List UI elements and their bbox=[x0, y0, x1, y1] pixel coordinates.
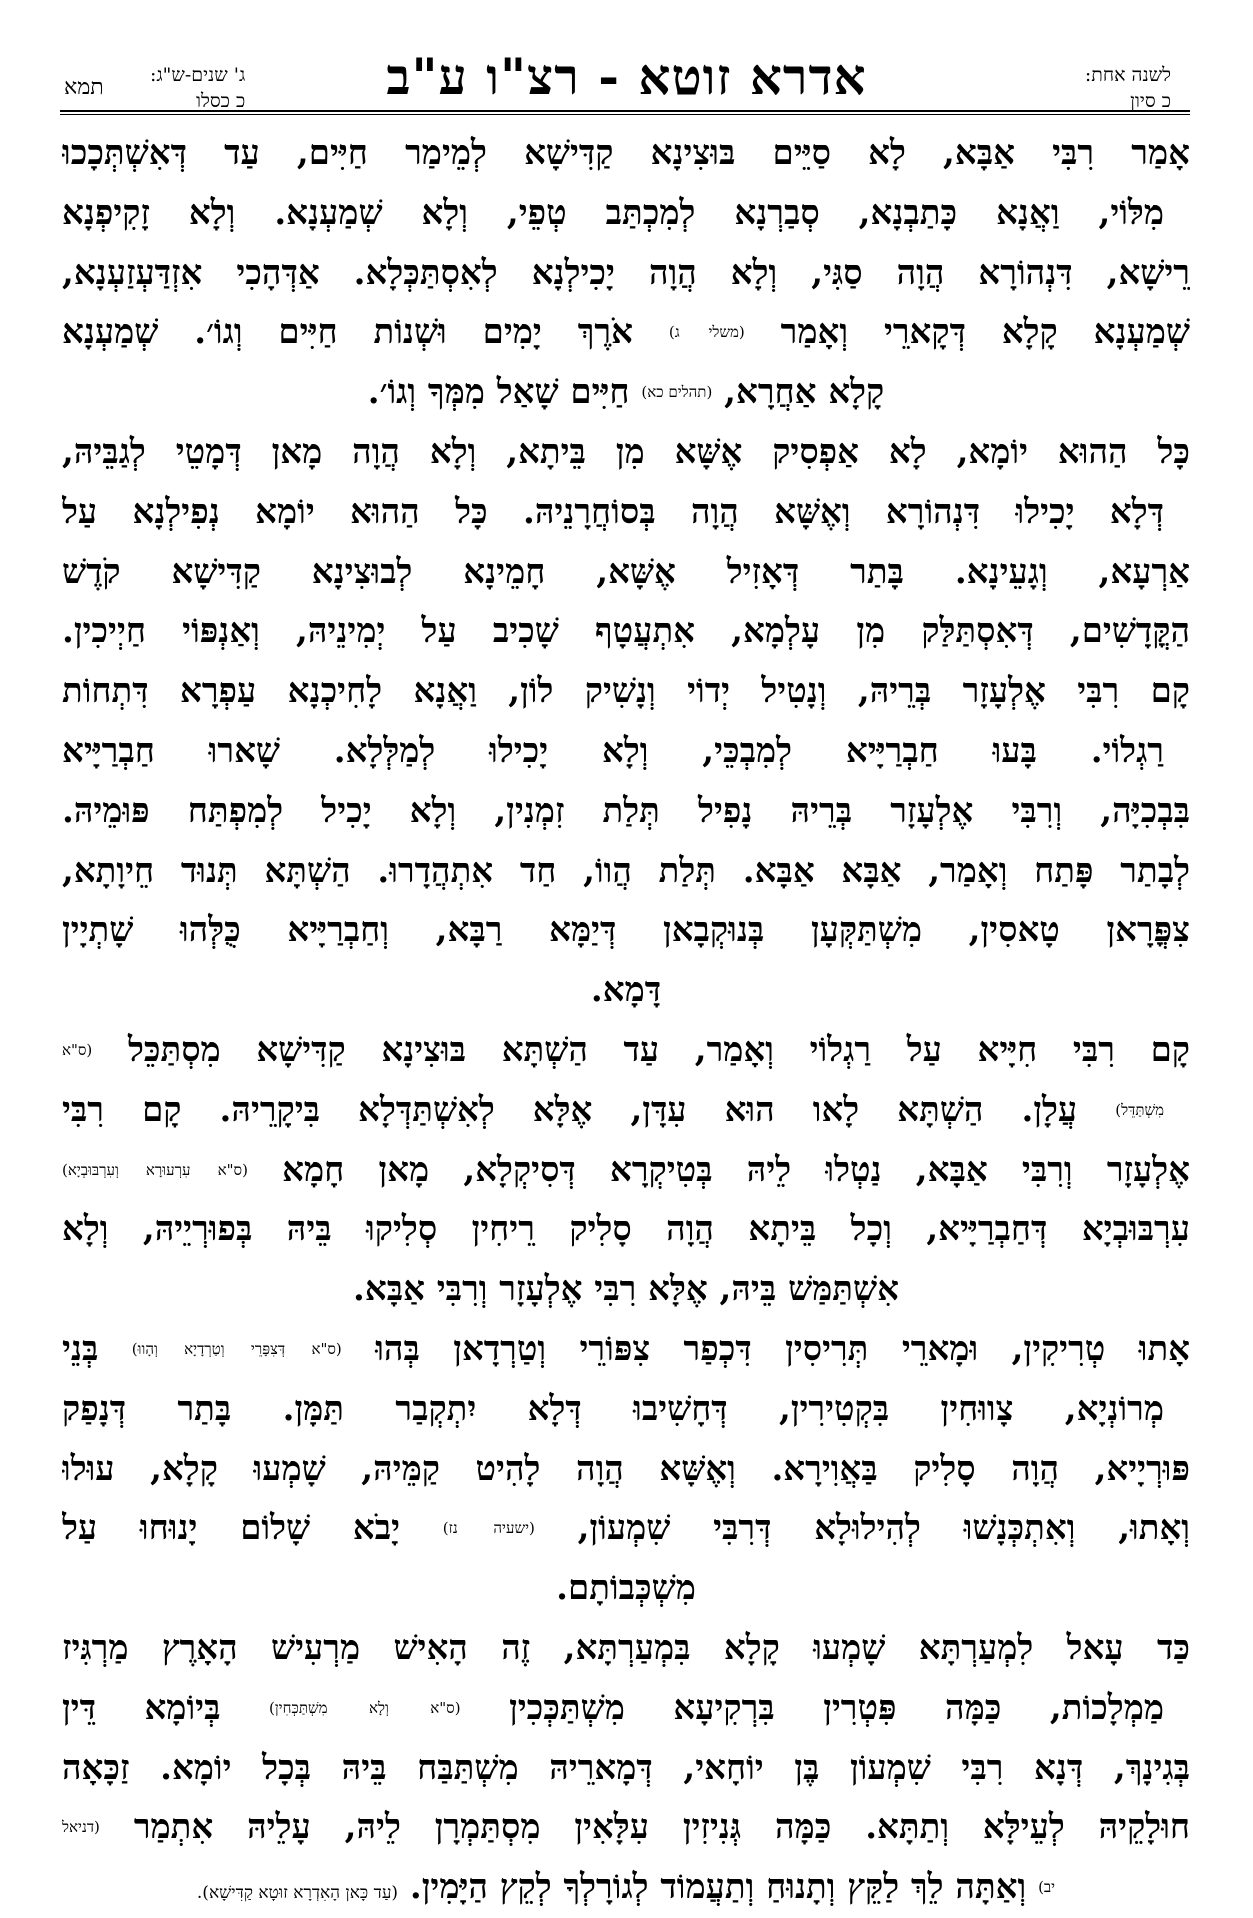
paragraph-6 bbox=[62, 1619, 1190, 1918]
source-reference: (משלי ג) bbox=[668, 323, 745, 342]
text-line: כָּל הַהוּא יוֹמָא, לָא אַפְסִיק אֶשָּׁא מִן בֵּיתָא, וְלָא הֲוָה מָאן דְּמָטֵי לְגַבֵּיהּ, bbox=[62, 431, 1190, 472]
variant-note: מִשְׁתַּדֵּל) bbox=[1115, 1100, 1164, 1119]
text-segment: אֶלְעָזָר וְרִבִּי אַבָּא, נַטְלוּ לֵיהּ בְּטִיקְרָא דְּסִיקְלָא, מָאן חָמָא bbox=[282, 1149, 1190, 1190]
text-line bbox=[62, 303, 1190, 363]
text-segment: יָבֹא שָׁלוֹם יָנוּחוּ עַל bbox=[62, 1508, 400, 1549]
page-title: אדרא זוטא - רצ"ו ע"ב bbox=[386, 47, 867, 106]
text-line: דָּמָא. bbox=[590, 970, 662, 1011]
source-reference: (דניאל bbox=[62, 1818, 100, 1837]
text-segment: וְאָתוּ, וְאִתְכְּנָשׁוּ לְהִילוּלָא דְּרִבִּי שִׁמְעוֹן, bbox=[577, 1508, 1190, 1549]
text-line bbox=[62, 1798, 1190, 1858]
text-segment: קָם רִבִּי חִיָּיא עַל רַגְלוֹי וְאָמַר, עַד הַשְׁתָּא בּוּצִינָא קַדִּישָׁא מִסְתַּכֵּל bbox=[127, 1029, 1190, 1070]
text-line: רֵישָׁא, דִּנְהוֹרָא הֲוָה סַגִּי, וְלָא הֲוָה יָכִילְנָא לְאִסְתַּכְּלָא. אַדְּהָכִי אִזְדַּעְזַעְנָא, bbox=[62, 252, 1190, 293]
text-line: רַגְלוֹי. בָּעוּ חַבְרַיָּיא לְמִבְכֵּי, וְלָא יָכִילוּ לְמַלְּלָא. שָׁארוּ חַבְרַיָּיא bbox=[62, 730, 1164, 771]
text-line: הַקֳּדָשִׁים, דְּאִסְתַּלַּק מִן עָלְמָא, אִתְעֲטָף שָׁכִיב עַל יְמִינֵיהּ, וְאַנְפּוֹי חַיְיכִין. bbox=[62, 611, 1190, 652]
text-line: פּוּרְיָיא, הֲוָה סָלִיק בַּאֲוִירָא. וְאֶשָּׁא הֲוָה לָהִיט קַמֵּיהּ, שָׁמְעוּ קָלָא, עוּלוּ bbox=[62, 1448, 1190, 1489]
text-segment: שְׁמַעְנָא קָלָא דְּקָארֵי וְאָמַר bbox=[780, 312, 1190, 353]
text-segment: אָתוּ טְרִיקִין, וּמָארֵי תְּרִיסִין דִּכְפַר צִפּוֹרֵי וְטַרְדָאן בְּהוּ bbox=[375, 1328, 1190, 1369]
text-segment: בְּנֵי bbox=[62, 1328, 99, 1369]
one-year-date: כ סיון bbox=[1130, 90, 1171, 112]
variant-note: (ס"א bbox=[62, 1040, 93, 1059]
end-note: (עַד כָּאן הָאִדְרָא זוּטָא קַדִּישָׁא). bbox=[196, 1883, 399, 1904]
text-line: בִּבְכִיָּה, וְרִבִּי אֶלְעָזָר בְּרֵיהּ נָפִיל תְּלַת זִמְנִין, וְלָא יָכִיל לְמִפְתַּח פּוּמֵיהּ. bbox=[62, 790, 1190, 831]
text-line: אִשְׁתַּמַּשׁ בֵּיהּ, אֶלָּא רִבִּי אֶלְעָזָר וְרִבִּי אַבָּא. bbox=[353, 1269, 899, 1310]
paragraph-3 bbox=[62, 662, 1190, 1021]
paragraph-1 bbox=[62, 124, 1190, 423]
text-segment: בְּיוֹמָא דֵּין bbox=[62, 1687, 221, 1728]
text-line bbox=[62, 1858, 1190, 1918]
source-reference: (ישעיה נז) bbox=[442, 1519, 535, 1538]
variant-note: (ס"א וְלָא מִשְׁתַּכְּחִין) bbox=[269, 1698, 461, 1717]
text-line bbox=[62, 1021, 1190, 1081]
paragraph-2 bbox=[62, 423, 1190, 662]
text-line: דְּלָא יָכִילוּ דִּנְהוֹרָא וְאֶשָּׁא הֲוָה בְּסוֹחֲרָנֵיהּ. כָּל הַהוּא יוֹמָא נְפִילְנָא עַל bbox=[62, 491, 1164, 532]
page-header bbox=[0, 0, 1253, 112]
one-year-label: לשנה אחת: bbox=[1084, 64, 1171, 86]
text-segment: וְאַתָּה לֵךְ לַקֵּץ וְתָנוּחַ וְתַעֲמוֹד לְגוֹרָלְךָ לְקֵץ הַיָּמִין. bbox=[409, 1867, 1027, 1908]
main-text bbox=[62, 124, 1190, 1918]
text-segment: עֲלָן. הַשְׁתָּא לָאו הוּא עִדָּן, אֶלָּא לְאִשְׁתַּדְּלָא בִּיקָרֵיהּ. קָם רִבִּי bbox=[62, 1089, 1078, 1130]
text-line bbox=[62, 1081, 1190, 1141]
text-line: קָם רִבִּי אֶלְעָזָר בְּרֵיהּ, וְנָטִיל יְדוֹי וְנָשִׁיק לוֹן, וַאֲנָא לָחִיכְנָא עַפְרָא דִּתְחוֹת bbox=[62, 671, 1190, 712]
text-line: צִפֳּרָאן טָאסִין, מִשְׁתַּקְּעָן בְּנוּקְבָאן דְּיַמָּא רַבָּא, וְחַבְרַיָּיא כֻּלְּהוּ שָׁתְיָין bbox=[62, 910, 1190, 951]
three-years-label: ג' שנים-ש"ג: bbox=[150, 64, 246, 86]
text-line bbox=[62, 1141, 1190, 1201]
text-line: לְבָתַר פָּתַח וְאָמַר, אַבָּא אַבָּא. תְּלַת הֲווֹ, חַד אִתְהֲדָרוּ. הַשְׁתָּא תְּנוּד חֵיוָתָא, bbox=[62, 850, 1190, 891]
paragraph-4 bbox=[62, 1021, 1190, 1320]
text-line: אָמַר רִבִּי אַבָּא, לָא סַיֵּים בּוּצִינָא קַדִּישָׁא לְמֵימַר חַיִּים, עַד דְּאִשְׁתְּכָכוּ bbox=[62, 133, 1190, 173]
header-rule-thin bbox=[60, 114, 1190, 115]
text-line: מְרוֹנְיָא, צָווּחִין בִּקְטִירִין, דְּחָשִׁיבוּ דְּלָא יִתְקְבַר תַּמָּן. בָּתַר דְּנָפַק bbox=[62, 1388, 1164, 1429]
text-line bbox=[62, 1679, 1190, 1739]
three-years-date: כ כסלו bbox=[196, 90, 246, 112]
text-line: מִלּוֹי, וַאֲנָא כָּתַבְנָא, סְבַרְנָא לְמִכְתַּב טְפֵי, וְלָא שְׁמַעְנָא. וְלָא זָקִיפְנָא bbox=[62, 192, 1164, 233]
text-line bbox=[62, 363, 1190, 423]
text-segment: קָלָא אַחֲרָא, bbox=[724, 372, 885, 413]
source-reference: יב) bbox=[1038, 1878, 1056, 1897]
paragraph-5 bbox=[62, 1320, 1190, 1619]
text-line: מִשְׁכְּבוֹתָם. bbox=[556, 1568, 696, 1609]
text-line: אַרְעָא, וְגָעֵינָא. בָּתַר דְּאָזִיל אֶשָּׁא, חָמֵינָא לְבוּצִינָא קַדִּישָׁא קֹדֶשׁ bbox=[62, 551, 1190, 592]
text-segment: חַיִּים שָׁאַל מִמְּךָ וְגוֹ׳. bbox=[367, 372, 630, 413]
text-line bbox=[62, 1320, 1190, 1380]
text-line: עִרְבּוּבְיָא דְּחַבְרַיָּיא, וְכָל בֵּיתָא הֲוָה סָלִיק רֵיחִין סְלִיקוּ בֵּיהּ בְּפוּרְיֵיהּ, וְלָא bbox=[62, 1209, 1190, 1250]
text-line: בְּגִינָךְ, דְּנָא רִבִּי שִׁמְעוֹן בֶּן יוֹחָאי, דְּמָארֵיהּ מִשְׁתַּבַּח בֵּיהּ בְּכָל יוֹמָא. זַכָּאָה bbox=[62, 1747, 1190, 1788]
text-line bbox=[62, 1499, 1190, 1559]
text-segment: מַמְלָכוֹת, כַּמָּה פִּטְרִין בִּרְקִיעָא מִשְׁתַּכְּכִין bbox=[509, 1687, 1165, 1728]
variant-note: (ס"א עִרְעוּרָא וְעִרְבּוּבְיָא) bbox=[62, 1160, 248, 1179]
variant-note: (ס"א דְּצִפָּרֵי וְטַרְדָיָא וְהָווּ) bbox=[131, 1339, 342, 1358]
text-segment: אֹרֶךְ יָמִים וּשְׁנוֹת חַיִּים וְגוֹ׳. שְׁמַעְנָא bbox=[62, 312, 633, 353]
source-reference: (תהלים כא) bbox=[641, 383, 713, 402]
header-rule bbox=[60, 110, 1190, 112]
daily-cycle-three-years bbox=[150, 62, 245, 114]
text-line: כַּד עָאל לִמְעַרְתָּא שָׁמְעוּ קָלָא בִּמְעַרְתָּא, זֶה הָאִישׁ מַרְעִישׁ הָאָרֶץ מַרְגִּיז bbox=[62, 1627, 1190, 1668]
page-number: תמא bbox=[64, 75, 104, 100]
text-segment: חוּלָקֵיהּ לְעֵילָּא וְתַתָּא. כַּמָּה גְּנִיזִין עִלָּאִין מִסְתַּמְרָן לֵיהּ, עָלֵיהּ אִתְמַר bbox=[133, 1807, 1190, 1848]
